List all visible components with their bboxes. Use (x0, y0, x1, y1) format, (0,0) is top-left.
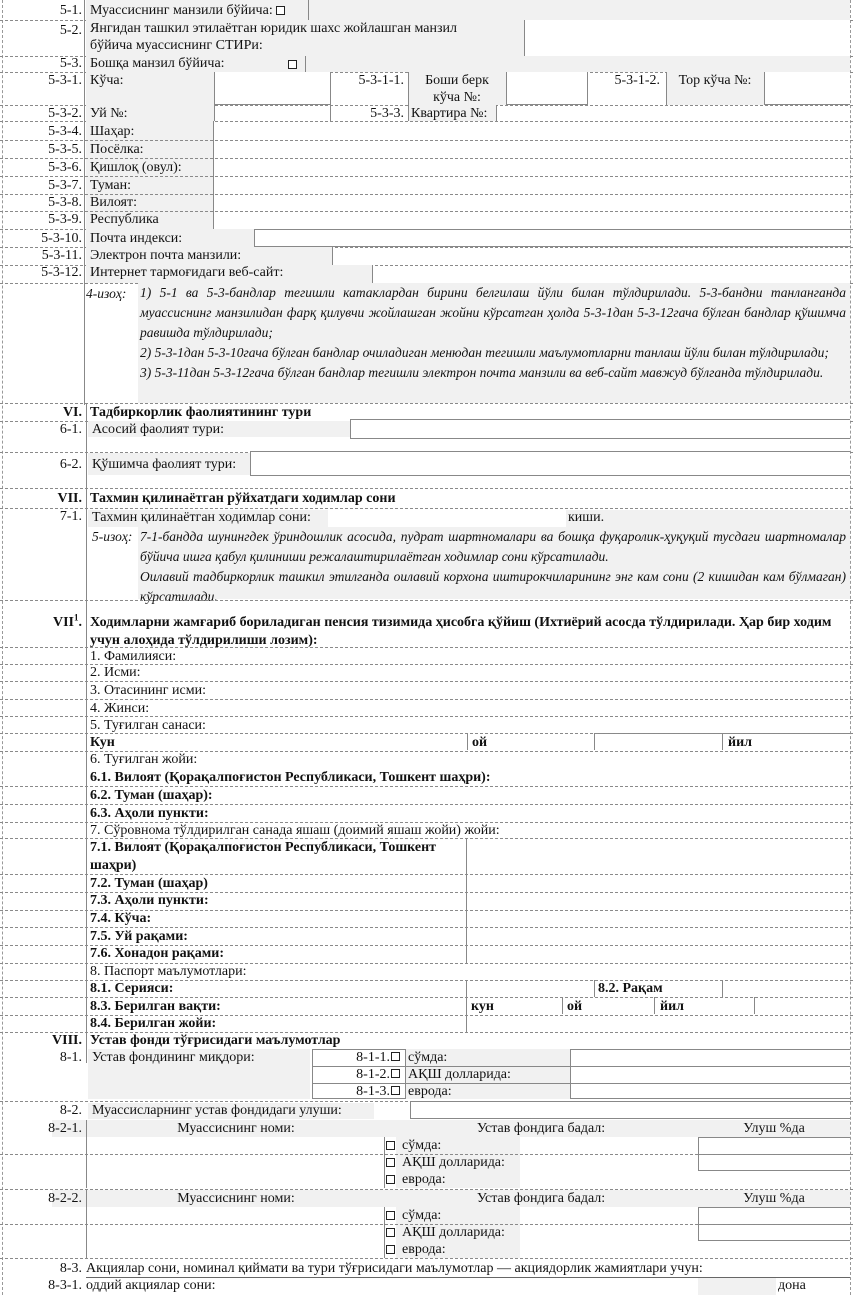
dead-end-input[interactable] (506, 72, 588, 105)
passport-issued-by-label: 8.4. Берилган жойи: (90, 1016, 217, 1031)
apartment-label: Квартира №: (411, 106, 488, 121)
divider (384, 1207, 385, 1258)
row-number: 7-1. (59, 509, 82, 524)
apartment-input[interactable] (496, 105, 850, 121)
ordinary-shares-label: оддий акциялар сони: (86, 1278, 216, 1293)
charter-usd-checkbox[interactable] (391, 1069, 400, 1078)
gender-label: 4. Жинси: (90, 701, 150, 716)
divider (406, 1083, 850, 1084)
note-4-p1: 1) 5-1 ва 5-3-бандлар тегишли катаклардан бирини белгилаш йўли билан тўлдирилади. 5-3-бандни танланганда муассиснинг манзилидан фарқ қилувчи жойлашган жойни кўрсатган ҳолда 5-3-1дан 5-3-12гача бўлган бандлар қўшимча равишда тўлдирилади; (140, 285, 846, 340)
charter-eur-checkbox[interactable] (391, 1086, 400, 1095)
residence-apartment-label: 7.6. Хонадон рақами: (90, 946, 225, 961)
residence-label: 7. Сўровнома тўлдирилган санада яшаш (доимий яшаш жойи) жойи: (90, 823, 500, 838)
row-number: 8-1. (59, 1050, 82, 1065)
row-number: 5-3-10. (41, 231, 82, 246)
website-label: Интернет тармоғидаги веб-сайт: (90, 265, 284, 280)
row-number: 5-1. (59, 3, 82, 18)
passport-number-label: 8.2. Рақам (598, 981, 663, 996)
note-5-text (140, 527, 846, 607)
residence-region-label-2: шаҳри) (90, 858, 137, 873)
address-by-founder-checkbox[interactable] (276, 6, 285, 15)
eur-label: еврода: (402, 1242, 446, 1257)
surname-label: 1. Фамилияси: (90, 649, 177, 664)
birth-district-label: 6.2. Туман (шаҳар): (90, 788, 213, 803)
region-label: Вилоят: (90, 195, 137, 210)
founder-tin-input[interactable] (524, 20, 850, 56)
house-input[interactable] (214, 105, 331, 121)
street-label: Кўча: (90, 73, 124, 88)
passport-series-label: 8.1. Серияси: (90, 981, 174, 996)
row-number: 5-3. (59, 56, 82, 71)
lane-label: Тор кўча №: (678, 73, 752, 88)
note-5-p2: Оилавий тадбиркорлик ташкил этилганда оилавий корхона иштирокчиларининг энг кам сони (2 кишидан кам бўлмаган) кўрсатилади. (140, 569, 846, 604)
sum-label: сўмда: (402, 1138, 442, 1153)
birth-year-label: йил (728, 735, 752, 750)
residence-house-label: 7.5. Уй рақами: (90, 929, 188, 944)
label-column-border (84, 0, 85, 405)
divider (722, 980, 723, 997)
row-number: 5-3-12. (41, 265, 82, 280)
staff-count-input[interactable] (328, 510, 566, 527)
option-number: 8-1-1. (356, 1050, 390, 1065)
founder-name-label: Муассиснинг номи: (177, 1191, 295, 1206)
row-divider (0, 1224, 853, 1225)
row-divider (0, 488, 853, 489)
patronymic-label: 3. Отасининг исми: (90, 683, 206, 698)
extra-activity-label: Қўшимча фаолият тури: (92, 457, 237, 472)
row-number: 6-2. (59, 457, 82, 472)
contribution-label: Устав фондига бадал: (476, 1191, 606, 1206)
divider (654, 997, 655, 1014)
divider (467, 733, 468, 750)
founders-share-input[interactable] (410, 1101, 850, 1119)
dead-end-label-2: кўча №: (433, 90, 481, 105)
row-number: 5-3-1. (48, 73, 82, 88)
residence-region-label-1: 7.1. Вилоят (Қорақалпоғистон Республикаси, Тошкент (90, 840, 437, 855)
section-title: Тадбиркорлик фаолиятининг тури (90, 405, 312, 420)
row-divider (0, 1258, 853, 1259)
staff-count-unit: киши. (568, 510, 605, 525)
section-number: VII. (57, 491, 82, 506)
other-address-label: Бошқа манзил бўйича: (90, 56, 225, 71)
row-number: 5-3-6. (48, 160, 82, 175)
district-label: Туман: (90, 178, 132, 193)
residence-locality-label: 7.3. Аҳоли пункти: (90, 893, 209, 908)
republic-label: Республика (90, 212, 159, 227)
contribution-label: Устав фондига бадал: (476, 1121, 606, 1136)
note-4-title: 4-изоҳ: (86, 286, 127, 301)
email-input[interactable] (332, 247, 850, 265)
sum-label: сўмда: (408, 1050, 448, 1065)
issue-year-label: йил (660, 999, 684, 1014)
issue-month-label: ой (567, 999, 583, 1014)
section-title: Ходимларни жамғариб бориладиган пенсия тизимида ҳисобга қўйиш (Ихтиёрий асосда тўлдирилади. Ҳар бир ходим учун алоҳида тўлдирилиши лозим): (90, 615, 832, 648)
row-number: 6-1. (59, 422, 82, 437)
note-4-p2: 2) 5-3-1дан 5-3-10гача бўлган бандлар очиладиган менюдан тегишли маълумотларни танлаш йўли билан тўлдирилади; (140, 345, 829, 360)
ordinary-shares-input[interactable] (698, 1278, 776, 1295)
main-activity-label: Асосий фаолият тури: (92, 422, 224, 437)
postal-code-label: Почта индекси: (90, 231, 183, 246)
divider (466, 980, 467, 1033)
birthplace-label: 6. Туғилган жойи: (90, 752, 198, 767)
founder-2-eur-checkbox[interactable] (386, 1245, 395, 1254)
note-4-text (140, 283, 846, 383)
lane-input[interactable] (764, 72, 850, 105)
founders-share-label: Муассисларнинг устав фондидаги улуши: (92, 1103, 342, 1118)
note-5-p1: 7-1-бандда шунингдек ўриндошлик асосида, пудрат шартномалари ва бошқа фуқаролик-ҳуқуқий тусдаги шартномалар бўйича ишга қабул қилиниши режалаштирилаётган ходимлар сони кўрсатилади. (140, 529, 846, 564)
residence-district-label: 7.2. Туман (шаҳар) (90, 876, 208, 891)
row-number: 5-3-1-2. (614, 73, 660, 88)
section-title: Тахмин қилинаётган рўйхатдаги ходимлар сони (90, 491, 396, 506)
divider (722, 733, 723, 750)
staff-count-label: Тахмин қилинаётган ходимлар сони: (92, 510, 311, 525)
usd-label: АҚШ долларида: (402, 1225, 505, 1240)
row-number: 5-3-4. (48, 124, 82, 139)
birth-region-label: 6.1. Вилоят (Қорақалпоғистон Республикаси, Тошкент шаҳри): (90, 770, 491, 785)
shares-info-label: Акциялар сони, номинал қиймати ва тури тўғрисидаги маълумотлар — акциядорлик жамиятлари учун: (86, 1261, 703, 1276)
note-5-title: 5-изоҳ: (92, 529, 133, 544)
founder-1-usd-checkbox[interactable] (386, 1158, 395, 1167)
charter-sum-checkbox[interactable] (391, 1052, 400, 1061)
passport-issue-date-label: 8.3. Берилган вақти: (90, 999, 221, 1014)
usd-label: АҚШ долларида: (408, 1067, 511, 1082)
eur-label: еврода: (402, 1172, 446, 1187)
founder-name-label: Муассиснинг номи: (177, 1121, 295, 1136)
row-number: 5-3-2. (48, 106, 82, 121)
divider (754, 997, 755, 1014)
row-number: 5-3-3. (370, 106, 404, 121)
row-number: 5-3-9. (48, 212, 82, 227)
eur-label: еврода: (408, 1084, 452, 1099)
divider (305, 56, 306, 72)
row-number: 5-3-1-1. (358, 73, 404, 88)
extra-activity-input[interactable] (250, 451, 850, 476)
ordinary-shares-unit: дона (778, 1278, 806, 1293)
share-percent-label: Улуш %да (743, 1121, 805, 1136)
email-label: Электрон почта манзили: (90, 248, 242, 263)
residence-street-label: 7.4. Кўча: (90, 911, 152, 926)
settlement-label: Посёлка: (90, 142, 144, 157)
issue-day-label: кун (471, 999, 494, 1014)
city-label: Шаҳар: (90, 124, 135, 139)
section-number: VI. (62, 405, 82, 420)
divider (562, 997, 563, 1014)
row-number: 5-3-5. (48, 142, 82, 157)
main-activity-input[interactable] (350, 419, 850, 439)
row-number: 8-3. (59, 1261, 82, 1276)
founder-2-usd-checkbox[interactable] (386, 1228, 395, 1237)
founder-1-sum-checkbox[interactable] (386, 1141, 395, 1150)
note-4-p3: 3) 5-3-11дан 5-3-12гача бўлган бандлар тегишли электрон почта манзили ва веб-сайт мавжуд бўлганда тўлдирилади. (140, 365, 824, 380)
row-number: 5-3-7. (48, 178, 82, 193)
other-address-checkbox[interactable] (288, 60, 297, 69)
usd-label: АҚШ долларида: (402, 1155, 505, 1170)
section-title: Устав фонди тўғрисидаги маълумотлар (90, 1033, 341, 1048)
row-divider (0, 733, 853, 734)
row-number: 5-3-11. (41, 248, 82, 263)
birth-month-label: ой (472, 735, 488, 750)
passport-label: 8. Паспорт маълумотлари: (90, 964, 247, 979)
address-by-founder-label: Муассиснинг манзили бўйича: (90, 2, 285, 19)
founder-tin-label-2: бўйича муассиснинг СТИРи: (90, 38, 263, 53)
divider (384, 1137, 385, 1188)
birth-locality-label: 6.3. Аҳоли пункти: (90, 806, 209, 821)
row-number: 5-3-8. (48, 195, 82, 210)
founder-tin-label-1: Янгидан ташкил этилаётган юридик шахс жойлашган манзил (90, 21, 457, 36)
charter-amount-input[interactable] (570, 1049, 850, 1099)
row-divider (0, 600, 853, 601)
house-label: Уй №: (90, 106, 128, 121)
sum-label: сўмда: (402, 1208, 442, 1223)
share-percent-label: Улуш %да (743, 1191, 805, 1206)
first-name-label: 2. Исми: (90, 665, 141, 680)
option-number: 8-1-2. (356, 1067, 390, 1082)
divider (594, 733, 595, 750)
row-number: 5-2. (59, 23, 82, 38)
row-number: 8-2-1. (48, 1121, 82, 1136)
birth-day-label: Кун (90, 735, 115, 750)
row-number: 8-3-1. (48, 1278, 82, 1293)
row-number: 8-2-2. (48, 1191, 82, 1206)
founder-1-eur-checkbox[interactable] (386, 1175, 395, 1184)
section-number: VIII. (52, 1033, 82, 1048)
founder-2-sum-checkbox[interactable] (386, 1211, 395, 1220)
row-divider (0, 1154, 853, 1155)
divider (308, 0, 309, 20)
charter-amount-label: Устав фондининг миқдори: (92, 1050, 255, 1065)
street-input[interactable] (214, 72, 331, 105)
postal-code-input[interactable] (254, 229, 850, 247)
dead-end-label-1: Боши берк (425, 73, 489, 88)
website-input[interactable] (372, 265, 850, 283)
section-number: VII$^1$. (52, 612, 82, 630)
row-number: 8-2. (59, 1103, 82, 1118)
village-label: Қишлоқ (овул): (90, 160, 182, 175)
birth-date-label: 5. Туғилган санаси: (90, 718, 206, 733)
option-number: 8-1-3. (356, 1084, 390, 1099)
